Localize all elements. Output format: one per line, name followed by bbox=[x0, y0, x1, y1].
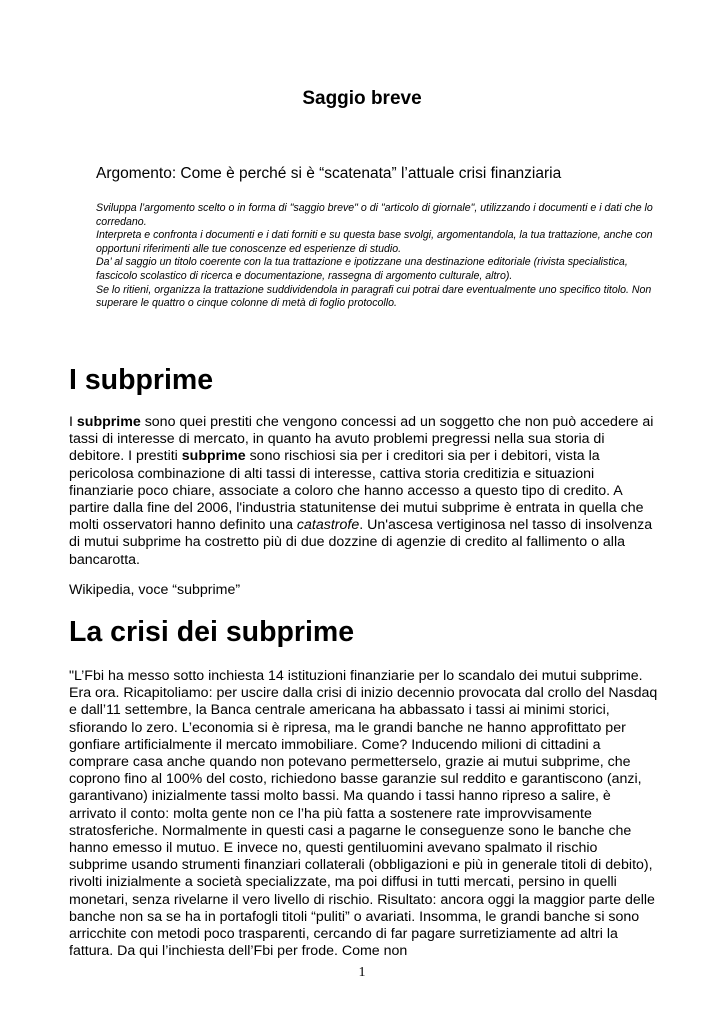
instruction-paragraph: Da’ al saggio un titolo coerente con la tua trattazione e ipotizzane una destinazione editoriale (rivista specialistica, fascicolo scolastico di ricerca e documentazione, rassegna di argomento culturale, altro). bbox=[96, 256, 628, 282]
source-citation: Wikipedia, voce “subprime” bbox=[69, 582, 241, 598]
document-title: Saggio breve bbox=[302, 88, 422, 109]
bold-term: subprime bbox=[76, 414, 141, 430]
section-heading-crisis: La crisi dei subprime bbox=[69, 616, 355, 648]
section-heading-subprime: I subprime bbox=[69, 364, 214, 396]
instruction-paragraph: Se lo ritieni, organizza la trattazione suddividendola in paragrafi cui potrai dare eventualmente uno specifico titolo. Non superare le quattro o cinque colonne di metà di foglio protocollo. bbox=[96, 283, 652, 310]
text-run: . Un'ascesa vertiginosa nel tasso di insolvenza di mutui subprime ha costretto più di due dozzine di agenzie di credito al fallimento o alla bancarotta. bbox=[69, 517, 653, 568]
instruction-paragraph: Interpreta e confronta i documenti e i dati forniti e su questa base svolgi, argomentandola, la tua trattazione, anche con opportuni riferimenti alle tue conoscenze ed esperienze di studio. bbox=[96, 229, 653, 255]
text-run: I bbox=[69, 414, 77, 430]
subprime-definition-paragraph bbox=[69, 414, 659, 569]
instruction-paragraph: Sviluppa l’argomento scelto o in forma di "saggio breve" o di "articolo di giornale", utilizzando i documenti e i dati che lo corredano. bbox=[96, 202, 653, 228]
bold-term: subprime bbox=[181, 448, 246, 465]
crisis-article-paragraph: "L’Fbi ha messo sotto inchiesta 14 istituzioni finanziarie per lo scandalo dei mutui subprime. Era ora. Ricapitoliamo: per uscire dalla crisi di inizio decennio provocata dal crollo del Nasdaq e dall’11 settembre, la Banca centrale americana ha abbassato i tassi ai minimi storici, sfiorando lo zero. L’economia si è ripresa, ma le grandi banche ne hanno approfittato per gonfiare artificialmente il mercato immobiliare. Come? Inducendo milioni di cittadini a comprare casa anche quando non potevano permetterselo, grazie ai mutui subprime, che coprono fino al 100% del costo, richiedono basse garanzie sul reddito e garantiscono (anzi, garantivano) inizialmente tassi molto bassi. Ma quando i tassi hanno ripreso a salire, è arrivato il conto: molta gente non ce l’ha più fatta a sostenere rate improvvisamente stratosferiche. Normalmente in questi casi a pagarne le conseguenze sono le banche che hanno emesso il mutuo. E invece no, questi gentiluomini avevano spalmato il rischio subprime usando strumenti finanziari collaterali (obbligazioni e più in generale titoli di debito), rivolti inizialmente a società specializzate, ma poi diffusi in tutti mercati, persino in quelli monetari, senza rivelarne il vero livello di rischio. Risultato: ancora oggi la maggior parte delle banche non sa se ha in portafogli titoli “puliti” o avariati. Insomma, le grandi banche si sono arricchite con metodi poco trasparenti, cercando di far pagare surretiziamente ad altri la fattura. Da qui l’inchiesta dell’Fbi per frode. Come non bbox=[69, 668, 658, 960]
essay-topic: Argomento: Come è perché si è “scatenata” l’attuale crisi finanziaria bbox=[96, 165, 562, 182]
page-number: 1 bbox=[358, 965, 366, 980]
text-run: sono quei prestiti che vengono concessi ad un soggetto che non può accedere ai tassi di interesse di mercato, in quanto ha avuto problemi pregressi nella sua storia di debitore. I prestiti bbox=[69, 414, 654, 465]
italic-term: catastrofe bbox=[296, 517, 360, 534]
instructions-block bbox=[96, 202, 656, 311]
text-run: sono rischiosi sia per i creditori sia per i debitori, vista la pericolosa combinazione di alti tassi di interesse, cattiva storia creditizia e situazioni finanziarie poco chiare, associate a coloro che hanno accesso a questo tipo di credito. A partire dalla fine del 2006, l'industria statunitense dei mutui subprime è entrata in quella che molti osservatori hanno definito una bbox=[69, 448, 644, 534]
